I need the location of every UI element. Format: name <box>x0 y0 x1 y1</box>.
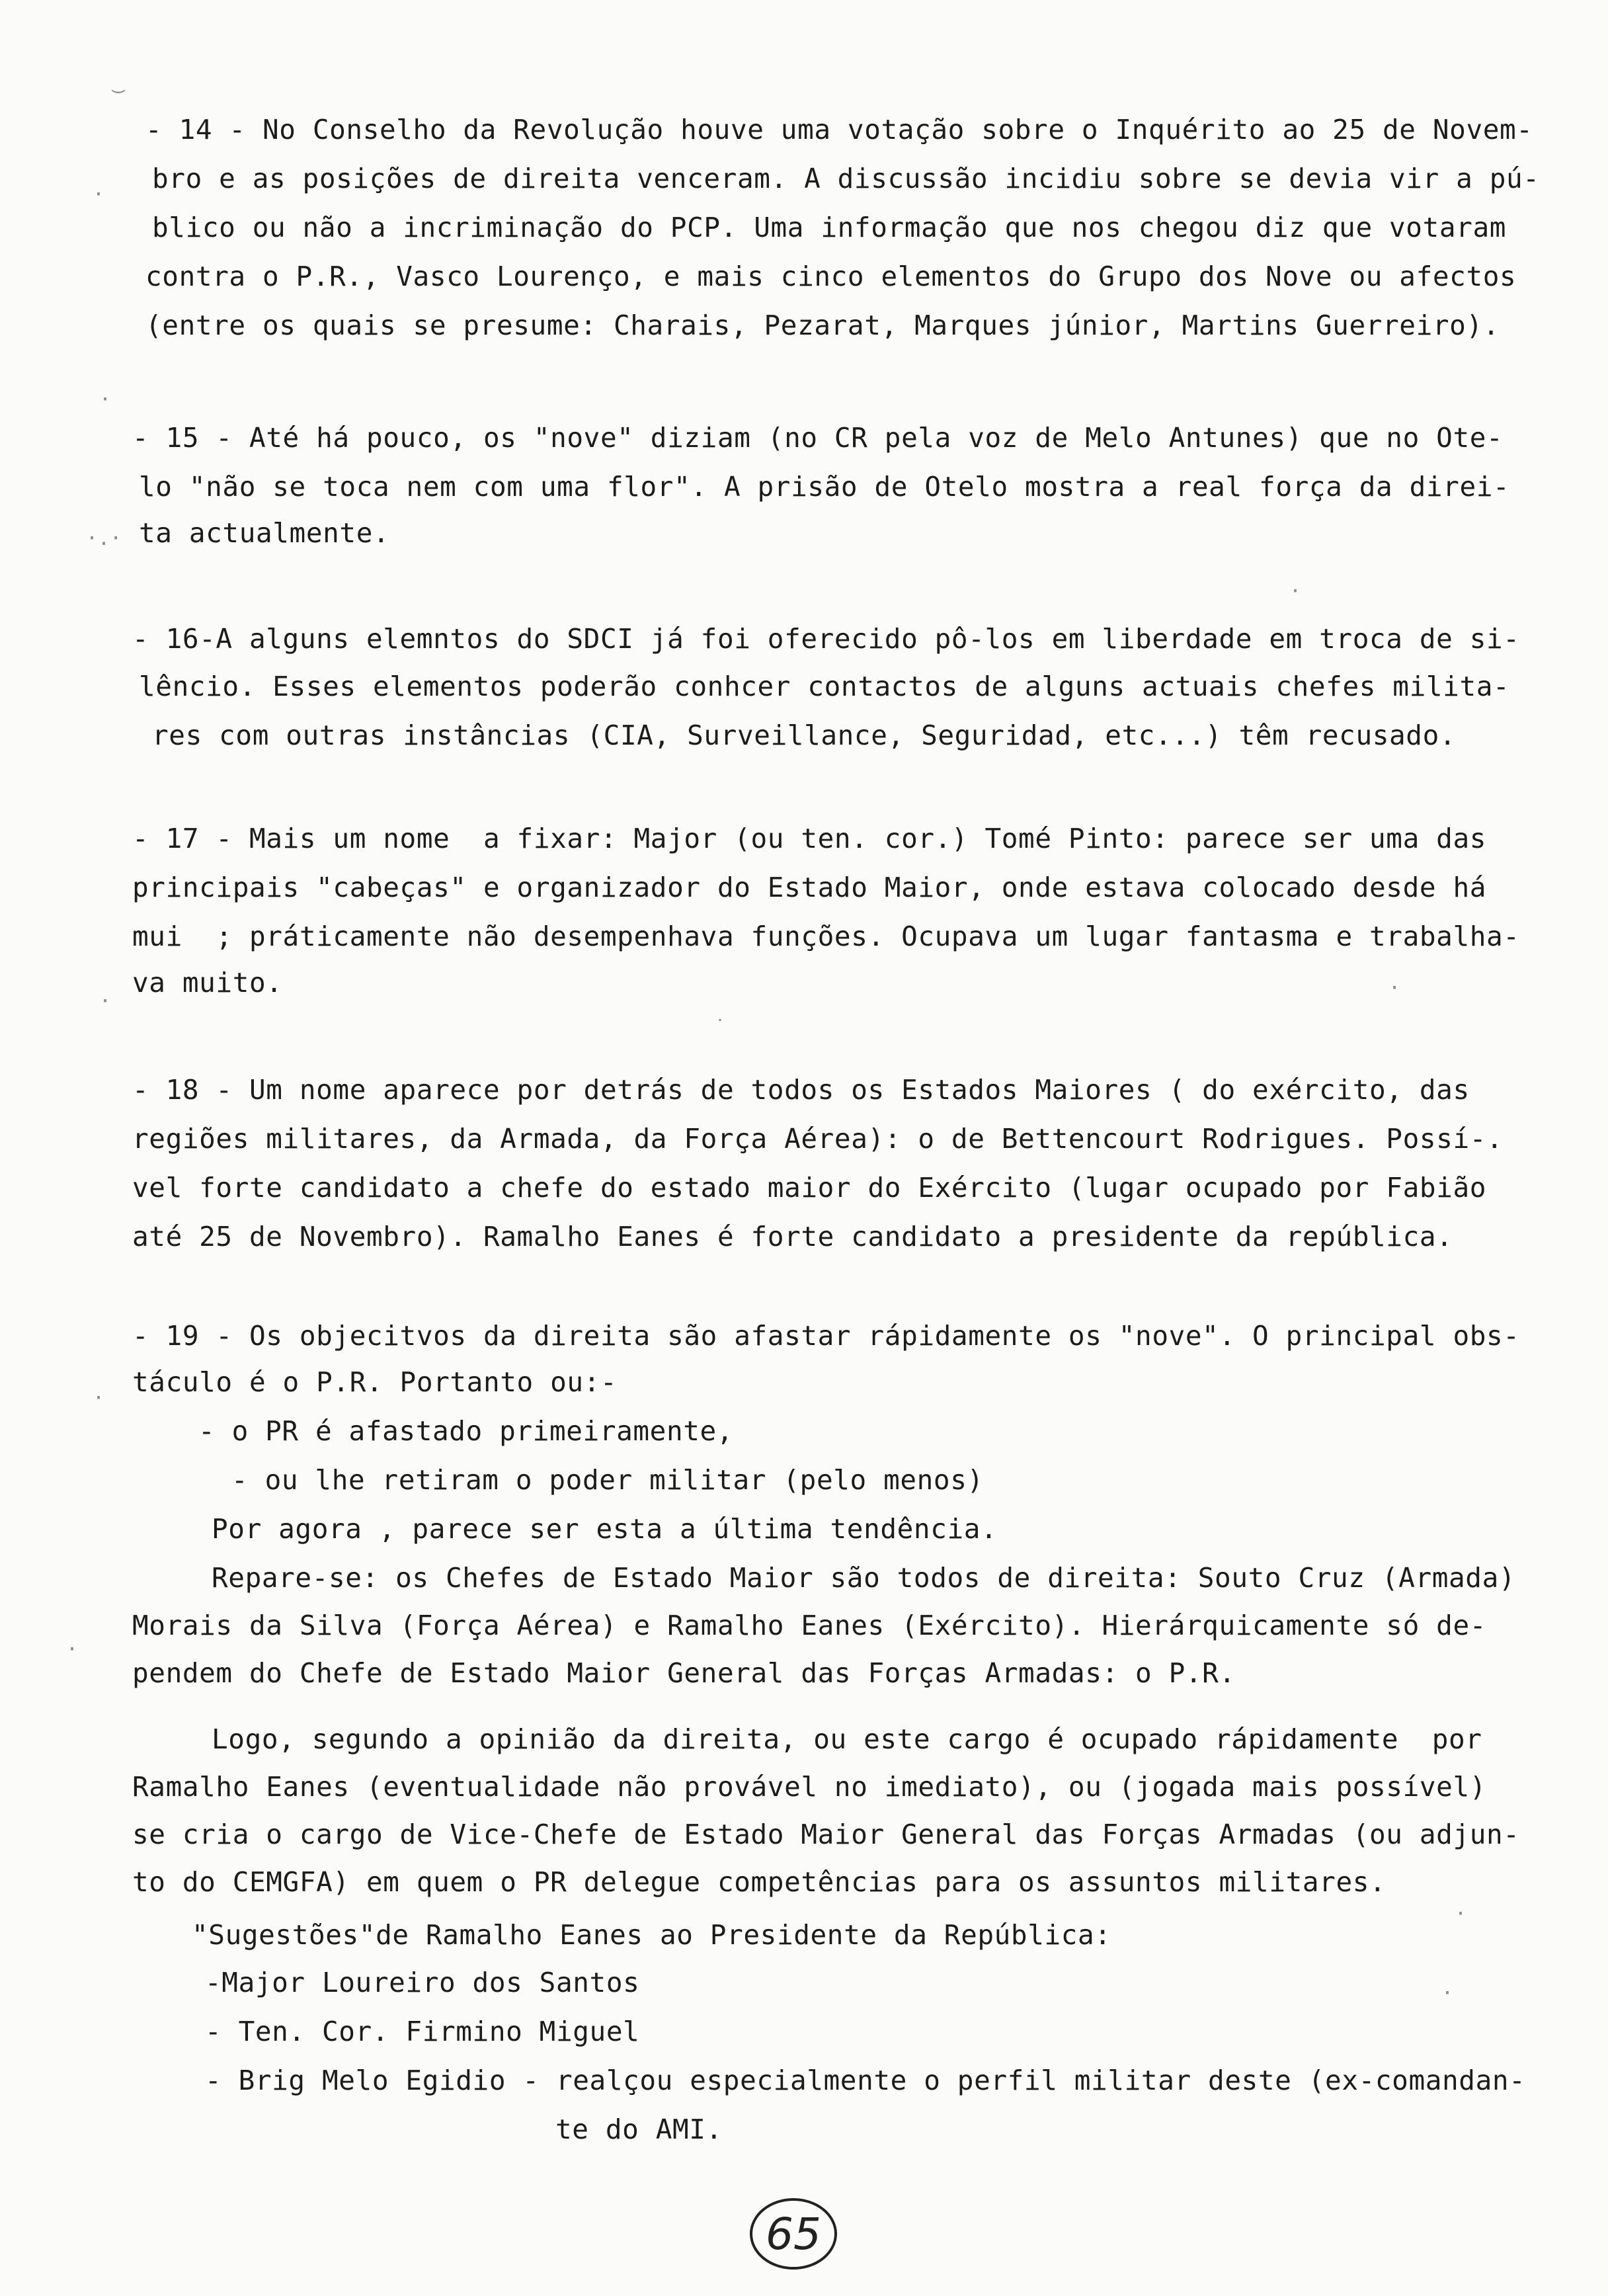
page-number-text: 65 <box>766 2208 821 2260</box>
paragraph-15-line: lo "não se toca nem com uma flor". A prisão de Otelo mostra a real força da direi- <box>139 471 1510 503</box>
paragraph-19-line: táculo é o P.R. Portanto ou:- <box>132 1366 618 1398</box>
paragraph-19-line: se cria o cargo de Vice-Chefe de Estado Maior General das Forças Armadas (ou adjun- <box>132 1819 1520 1850</box>
paragraph-19-line: Logo, segundo a opinião da direita, ou este cargo é ocupado rápidamente por <box>212 1723 1482 1755</box>
scan-speck: ˙ <box>714 1016 727 1040</box>
paragraph-14-line: bro e as posições de direita venceram. A discussão incidiu sobre se devia vir a pú- <box>152 163 1540 194</box>
paragraph-17-line: principais "cabeças" e organizador do Estado Maior, onde estava colocado desde há <box>132 872 1487 903</box>
paragraph-17-line: va muito. <box>132 967 283 999</box>
page-number <box>747 2195 840 2272</box>
paragraph-19-line: pendem do Chefe de Estado Maior General das Forças Armadas: o P.R. <box>132 1657 1236 1689</box>
scan-speck: · <box>99 990 112 1013</box>
paragraph-19-line: "Sugestões"de Ramalho Eanes ao Presidente da República: <box>192 1919 1111 1951</box>
paragraph-16-line: - 16-A alguns elemntos do SDCI já foi oferecido pô-los em liberdade em troca de si- <box>132 623 1520 655</box>
paragraph-18-line: - 18 - Um nome aparece por detrás de todos os Estados Maiores ( do exército, das <box>132 1074 1470 1106</box>
paragraph-19-line: Por agora , parece ser esta a última tendência. <box>212 1513 998 1545</box>
paragraph-14-line: (entre os quais se presume: Charais, Pezarat, Marques júnior, Martins Guerreiro). <box>145 309 1500 341</box>
paragraph-18-line: vel forte candidato a chefe do estado maior do Exército (lugar ocupado por Fabião <box>132 1172 1487 1204</box>
paragraph-19-line: to do CEMGFA) em quem o PR delegue competências para os assuntos militares. <box>132 1866 1387 1898</box>
scan-speck: · <box>1455 1903 1467 1926</box>
paragraph-19-line: - ou lhe retiram o poder militar (pelo menos) <box>231 1464 984 1496</box>
paragraph-15-line: - 15 - Até há pouco, os "nove" diziam (no CR pela voz de Melo Antunes) que no Ote- <box>132 422 1504 454</box>
paragraph-14-line: - 14 - No Conselho da Revolução houve uma votação sobre o Inquérito ao 25 de Novem- <box>145 114 1533 145</box>
scan-speck: · <box>1388 977 1401 1000</box>
scan-speck: ‿ <box>112 71 125 94</box>
paragraph-19-line: - Brig Melo Egidio - realçou especialmente o perfil militar deste (ex-comandan- <box>205 2065 1526 2096</box>
paragraph-19-line: te do AMI. <box>555 2113 723 2145</box>
scan-speck: · <box>66 1638 79 1661</box>
scan-speck: · <box>99 388 112 411</box>
paragraph-19-line: - 19 - Os objecitvos da direita são afastar rápidamente os "nove". O principal obs- <box>132 1320 1520 1352</box>
paragraph-17-line: - 17 - Mais um nome a fixar: Major (ou ten. cor.) Tomé Pinto: parece ser uma das <box>132 823 1487 854</box>
paragraph-16-line: res com outras instâncias (CIA, Surveillance, Seguridad, etc...) têm recusado. <box>152 719 1457 751</box>
paragraph-18-line: até 25 de Novembro). Ramalho Eanes é forte candidato a presidente da república. <box>132 1221 1453 1252</box>
paragraph-15-line: ta actualmente. <box>139 517 390 549</box>
paragraph-18-line: regiões militares, da Armada, da Força Aérea): o de Bettencourt Rodrigues. Possí-. <box>132 1123 1504 1155</box>
paragraph-14-line: blico ou não a incriminação do PCP. Uma informação que nos chegou diz que votaram <box>152 212 1507 243</box>
paragraph-16-line: lêncio. Esses elementos poderão conhcer contactos de alguns actuais chefes milita- <box>139 671 1510 702</box>
scan-speck: · <box>1441 1982 1454 2005</box>
paragraph-19-line: Repare-se: os Chefes de Estado Maior são todos de direita: Souto Cruz (Armada) <box>212 1562 1516 1594</box>
paragraph-19-line: Morais da Silva (Força Aérea) e Ramalho Eanes (Exército). Hierárquicamente só de- <box>132 1610 1487 1641</box>
scan-speck: · <box>1289 580 1302 603</box>
paragraph-19-line: - Ten. Cor. Firmino Miguel <box>205 2016 640 2047</box>
paragraph-14-line: contra o P.R., Vasco Lourenço, e mais cinco elementos do Grupo dos Nove ou afectos <box>145 261 1517 292</box>
paragraph-19-line: - o PR é afastado primeiramente, <box>198 1415 734 1447</box>
paragraph-19-line: Ramalho Eanes (eventualidade não provável no imediato), ou (jogada mais possível) <box>132 1771 1487 1803</box>
scan-speck: · <box>93 1387 105 1410</box>
paragraph-17-line: mui ; práticamente não desempenhava funções. Ocupava um lugar fantasma e trabalha- <box>132 921 1520 952</box>
paragraph-19-line: -Major Loureiro dos Santos <box>205 1967 640 1998</box>
scan-speck: ·.· <box>86 527 122 550</box>
scan-speck: · <box>93 183 105 206</box>
